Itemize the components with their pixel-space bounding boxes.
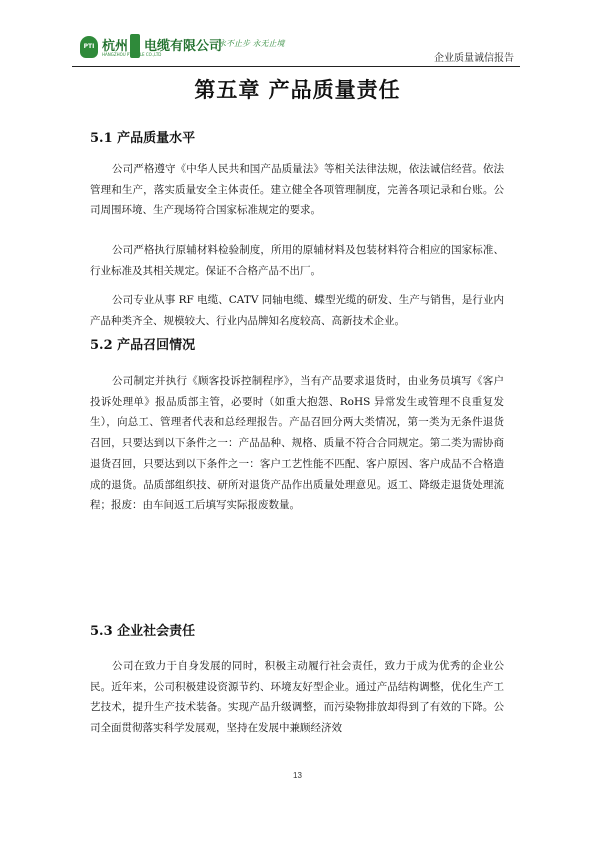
section-title-5-3: 5.3 企业社会责任 bbox=[90, 624, 196, 639]
header-divider bbox=[72, 66, 520, 67]
logo-name-2: 电缆有限公司 bbox=[144, 39, 223, 54]
logo-emblem-icon bbox=[80, 36, 98, 58]
header-document-title: 企业质量诚信报告 bbox=[434, 53, 514, 64]
paragraph: 公司制定并执行《顾客投诉控制程序》，当有产品要求退货时，由业务员填写《客户投诉处理单》报品质部主管，必要时（如重大抱怨、RoHS 异常发生或管理不良重复发生），向总工、管理者代表和总经理报告。产品召回分两大类情况，第一类为无条件退货召回，只要达到以下条件之一：产品品种、规格、质量不符合合同规定。第二类为需协商退货召回，只要达到以下条件之一：客户工艺性能不匹配、客户原因、客户成品不合格造成的退货。品质部组织技、研所对退货产品作出质量处理意见。返工、降级走退货处理流程；报废：由车间返工后填写实际报废数量。 bbox=[90, 375, 504, 512]
section-title-5-2: 5.2 产品召回情况 bbox=[90, 338, 196, 353]
logo-name: 杭州 bbox=[102, 39, 129, 54]
section-title-5-1: 5.1 产品质量水平 bbox=[90, 131, 196, 146]
company-logo bbox=[80, 32, 310, 64]
chapter-title: 第五章 产品质量责任 bbox=[194, 77, 401, 102]
page-header bbox=[72, 32, 520, 66]
page-number: 13 bbox=[293, 771, 302, 780]
logo-emblem-text: PTI bbox=[83, 43, 95, 50]
paragraph: 公司严格执行原辅材料检验制度，所用的原辅材料及包装材料符合相应的国家标准、行业标准及其相关规定。保证不合格产品不出厂。 bbox=[90, 244, 504, 277]
paragraph: 公司专业从事 RF 电缆、CATV 同轴电缆、蝶型光缆的研发、生产与销售，是行业内产品种类齐全、规模较大、行业内品牌知名度较高、高新技术企业。 bbox=[90, 294, 504, 327]
logo-subtitle: HANGZHOU PTCABLE CO.,LTD bbox=[102, 52, 162, 57]
paragraph: 公司在致力于自身发展的同时，积极主动履行社会责任，致力于成为优秀的企业公民。近年来，公司积极建设资源节约、环境友好型企业。通过产品结构调整，优化生产工艺技术，提升生产技术装备。实现产品升级调整，而污染物排放却得到了有效的下降。公司全面贯彻落实科学发展观，坚持在发展中兼顾经济效 bbox=[90, 660, 504, 735]
paragraph: 公司严格遵守《中华人民共和国产品质量法》等相关法律法规，依法诚信经营。依法管理和生产，落实质量安全主体责任。建立健全各项管理制度，完善各项记录和台账。公司周围环境、生产现场符合国家标准规定的要求。 bbox=[90, 163, 504, 217]
logo-slogan: 永不止步 永无止境 bbox=[218, 39, 285, 48]
